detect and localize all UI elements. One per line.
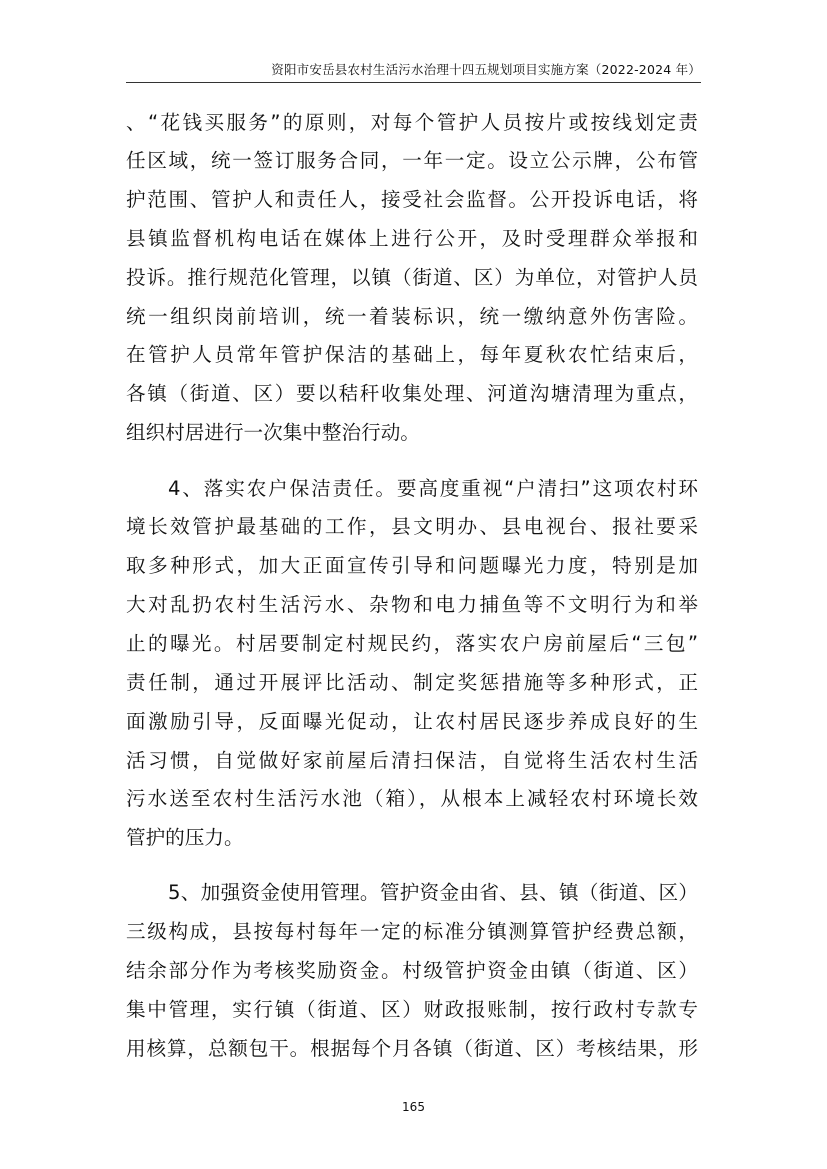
body-line: 面激励引导，反面曝光促动，让农村居民逐步养成良好的生 [126, 710, 698, 733]
body-line: 取多种形式，加大正面宣传引导和问题曝光力度，特别是加 [126, 554, 698, 577]
paragraph-4-line: 4、落实农户保洁责任。要高度重视“户清扫”这项农村环 [168, 477, 698, 500]
body-line: 结余部分作为考核奖励资金。村级管护资金由镇（街道、区） [126, 959, 698, 982]
body-line: 各镇（街道、区）要以秸秆收集处理、河道沟塘清理为重点， [126, 382, 698, 405]
body-line: 组织村居进行一次集中整治行动。 [126, 421, 420, 444]
body-line: 境长效管护最基础的工作，县文明办、县电视台、报社要采 [126, 515, 698, 538]
body-line: 用核算，总额包干。根据每个月各镇（街道、区）考核结果，形 [126, 1037, 698, 1060]
page-header: 资阳市安岳县农村生活污水治理十四五规划项目实施方案（2022-2024 年） [271, 62, 701, 77]
body-line: 污水送至农村生活污水池（箱），从根本上减轻农村环境长效 [126, 787, 698, 810]
body-line: 、“花钱买服务”的原则，对每个管护人员按片或按线划定责 [126, 111, 698, 134]
body-line: 管护的压力。 [126, 826, 244, 849]
body-line: 责任制，通过开展评比活动、制定奖惩措施等多种形式，正 [126, 671, 698, 694]
page-number: 165 [402, 1100, 425, 1114]
body-line: 县镇监督机构电话在媒体上进行公开，及时受理群众举报和 [126, 227, 698, 250]
body-line: 止的曝光。村居要制定村规民约，落实农户房前屋后“三包” [126, 632, 698, 655]
body-line: 三级构成，县按每村每年一定的标准分镇测算管护经费总额， [126, 920, 698, 943]
body-line: 任区域，统一签订服务合同，一年一定。设立公示牌，公布管 [126, 149, 698, 172]
header-divider [126, 82, 701, 83]
body-line: 活习惯，自觉做好家前屋后清扫保洁，自觉将生活农村生活 [126, 749, 698, 772]
body-line: 统一组织岗前培训，统一着装标识，统一缴纳意外伤害险。 [126, 305, 698, 328]
body-line: 投诉。推行规范化管理，以镇（街道、区）为单位，对管护人员 [126, 266, 698, 289]
body-line: 在管护人员常年管护保洁的基础上，每年夏秋农忙结束后， [126, 343, 698, 366]
body-line: 大对乱扔农村生活污水、杂物和电力捕鱼等不文明行为和举 [126, 593, 698, 616]
body-line: 护范围、管护人和责任人，接受社会监督。公开投诉电话，将 [126, 188, 698, 211]
paragraph-5-line: 5、加强资金使用管理。管护资金由省、县、镇（街道、区） [168, 881, 698, 904]
body-line: 集中管理，实行镇（街道、区）财政报账制，按行政村专款专 [126, 998, 698, 1021]
